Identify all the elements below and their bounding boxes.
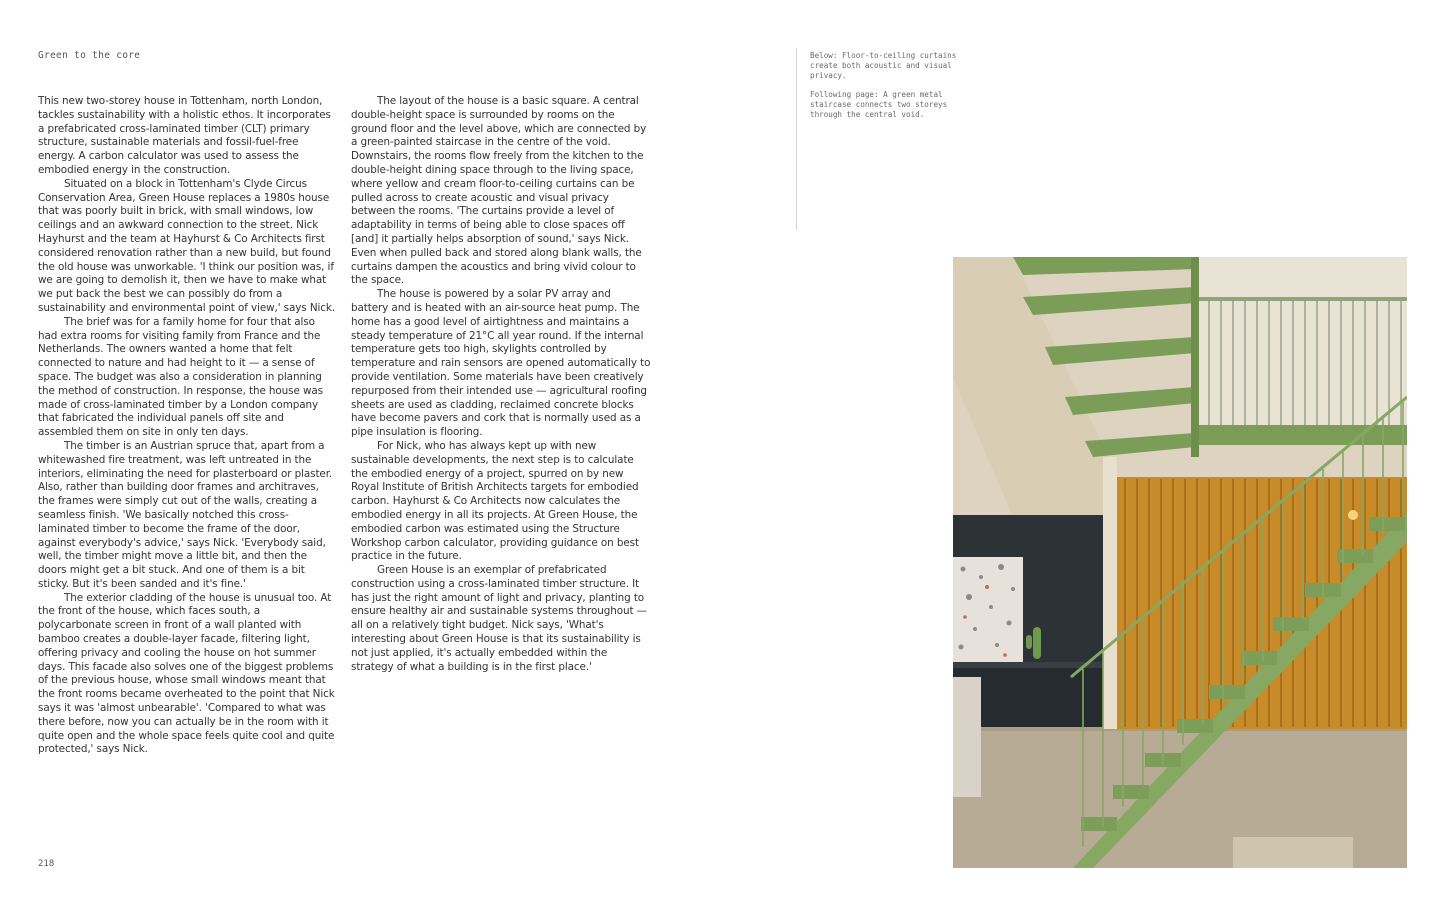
paragraph: Situated on a block in Tottenham's Clyde Circus Conservation Area, Green House replaces a 1980s house that was poorly built in brick, with small windows, low ceilings and an awkward connection to the street. Nick Hayhurst and the team at Hayhurst & Co Architects first considered renovation rather than a new build, but found the old house was unworkable. 'I think our position was, if we are going to demolish it, then we have to make what we put back the best we can possibly do from a sustainability and environmental point of view,' says Nick. [38,177,336,314]
paragraph: Green House is an exemplar of prefabricated construction using a cross-laminated timber structure. It has just the right amount of light and privacy, planting to ensure healthy air and sustainable systems throughout — all on a relatively tight budget. Nick says, 'What's interesting about Green House is that its sustainability is not just applied, it's actually embedded within the strategy of what a building is in the first place.' [351,564,647,673]
page-number: 218 [38,859,55,869]
paragraph: The brief was for a family home for four that also had extra rooms for visiting family from France and the Netherlands. The owners wanted a home that felt connected to nature and had height to it — a sense of space. The budget was also a consideration in planning the method of construction. In response, the house was made of cross-laminated timber by a London company that fabricated the individual panels off site and assembled them on site in only ten days. [38,315,323,439]
photo-captions [810,51,970,130]
interior-photo [953,257,1407,868]
paragraph: This new two-storey house in Tottenham, north London, tackles sustainability with a holistic ethos. It incorporates a prefabricated cross-laminated timber (CLT) primary structure, sustainable materials and fossil-fuel-free energy. A carbon calculator was used to assess the embodied energy in the construction. [38,95,331,176]
text-column-right [351,95,651,674]
paragraph: The layout of the house is a basic square. A central double-height space is surrounded by rooms on the ground floor and the level above, which are connected by a green-painted staircase in the centre of the void. Downstairs, the rooms flow freely from the kitchen to the double-height dining space through to the living space, where yellow and cream floor-to-ceiling curtains can be pulled across to create acoustic and visual privacy between the rooms. 'The curtains provide a level of adaptability in terms of being able to close spaces off [and] it partially helps absorption of sound,' says Nick. Even when pulled back and stored along blank walls, the curtains dampen the acoustics and bring vivid colour to the space. [351,95,647,287]
caption-divider [796,48,797,230]
text-column-left [38,95,336,757]
paragraph: The exterior cladding of the house is unusual too. At the front of the house, which faces south, a polycarbonate screen in front of a wall planted with bamboo creates a double-layer facade, filtering light, offering privacy and cooling the house on hot summer days. This facade also solves one of the biggest problems of the previous house, whose small windows meant that the front rooms became overheated to the point that Nick says it was 'almost unbearable'. 'Compared to what was there before, now you can actually be in the room with it quite open and the whole space feels quite cool and quite protected,' says Nick. [38,591,335,756]
caption-below: Below: Floor-to-ceiling curtains create both acoustic and visual privacy. [810,51,957,80]
paragraph: The timber is an Austrian spruce that, apart from a whitewashed fire treatment, was left untreated in the interiors, eliminating the need for plasterboard or plaster. Also, rather than building door frames and architraves, the frames were simply cut out of the walls, creating a seamless finish. 'We basically notched this cross-laminated timber to become the frame of the door, against everybody's advice,' says Nick. 'Everybody said, well, the timber might move a little bit, and then the doors might get a bit stuck. And one of them is a bit sticky. But it's been sanded and it's fine.' [38,439,333,590]
caption-following-page: Following page: A green metal staircase connects two storeys through the central void. [810,90,948,119]
paragraph: The house is powered by a solar PV array and battery and is heated with an air-source heat pump. The home has a good level of airtightness and maintains a steady temperature of 21°C all year round. If the internal temperature gets too high, skylights controlled by temperature and rain sensors are opened automatically to provide ventilation. Some materials have been creatively repurposed from their intended use — agricultural roofing sheets are used as cladding, reclaimed concrete blocks have become pavers and cork that is normally used as a pipe insulation is flooring. [351,288,651,439]
paragraph: For Nick, who has always kept up with new sustainable developments, the next step is to calculate the embodied energy of a project, spurred on by new Royal Institute of British Architects targets for embodied carbon. Hayhurst & Co Architects now calculates the embodied energy in all its projects. At Green House, the embodied carbon was estimated using the Structure Workshop carbon calculator, providing guidance on best practice in the future. [351,439,639,563]
running-head: Green to the core [38,50,141,61]
